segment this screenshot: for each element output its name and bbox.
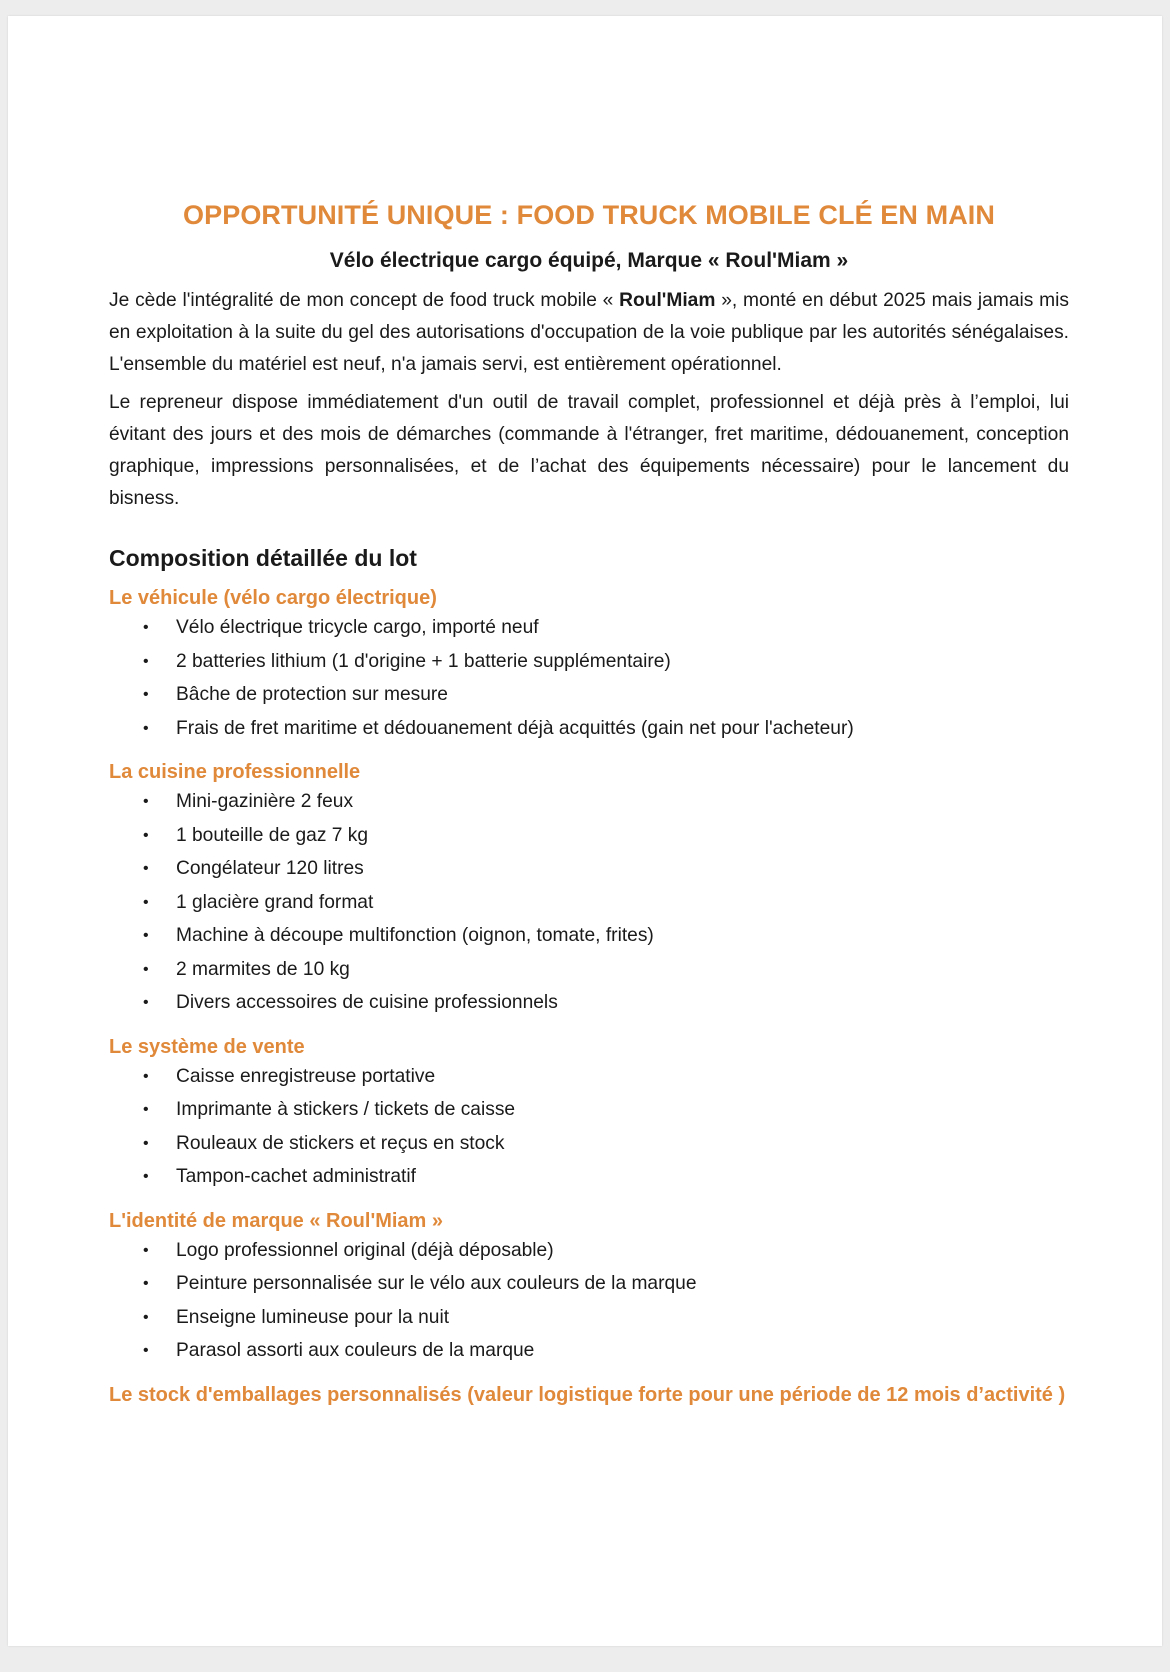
list-item: • Tampon-cachet administratif bbox=[109, 1160, 1069, 1194]
section-list-sales-system bbox=[109, 1060, 1069, 1194]
section-heading-vehicle: Le véhicule (vélo cargo électrique) bbox=[109, 587, 437, 609]
document-title: OPPORTUNITÉ UNIQUE : FOOD TRUCK MOBILE CLÉ EN MAIN bbox=[183, 200, 995, 230]
section-heading-sales-system: Le système de vente bbox=[109, 1035, 305, 1058]
section-heading-kitchen: La cuisine professionnelle bbox=[109, 761, 361, 783]
document-content bbox=[109, 199, 1069, 1408]
intro-paragraph-1 bbox=[109, 285, 1069, 381]
list-item: • Enseigne lumineuse pour la nuit bbox=[109, 1301, 1069, 1335]
list-item: • Mini-gazinière 2 feux bbox=[109, 785, 1069, 819]
document-page bbox=[8, 16, 1162, 1646]
intro-text-after: », monté en début 2025 mais jamais mis en exploitation à la suite du gel des autorisations d'occupation de la voie publique par les autorités sénégalaises. L'ensemble du matériel est neuf, n'a jamais servi, est entièrement opérationnel. bbox=[109, 290, 1069, 375]
list-item: • Peinture personnalisée sur le vélo aux couleurs de la marque bbox=[109, 1267, 1069, 1301]
list-item: • Parasol assorti aux couleurs de la marque bbox=[109, 1334, 1069, 1368]
list-item: • Congélateur 120 litres bbox=[109, 852, 1069, 886]
list-item: • Imprimante à stickers / tickets de caisse bbox=[109, 1093, 1069, 1127]
list-item: • Caisse enregistreuse portative bbox=[109, 1060, 1069, 1094]
section-list-brand-identity bbox=[109, 1234, 1069, 1368]
list-item: • Rouleaux de stickers et reçus en stock bbox=[109, 1127, 1069, 1161]
list-item: • Vélo électrique tricycle cargo, importé neuf bbox=[109, 611, 1069, 645]
intro-text-before: Je cède l'intégralité de mon concept de food truck mobile « bbox=[109, 290, 620, 311]
list-item: • 1 bouteille de gaz 7 kg bbox=[109, 819, 1069, 853]
section-heading-packaging-stock: Le stock d'emballages personnalisés (valeur logistique forte pour une période de 12 mois d’activité ) bbox=[109, 1383, 1066, 1406]
intro-paragraph-2: Le repreneur dispose immédiatement d'un outil de travail complet, professionnel et déjà près à l’emploi, lui évitant des jours et des mois de démarches (commande à l'étranger, fret maritime, dédouanement, conception graphique, impressions personnalisées, et de l’achat des équipements nécessaire) pour le lancement du bisness. bbox=[109, 392, 1069, 509]
document-subtitle: Vélo électrique cargo équipé, Marque « Roul'Miam » bbox=[329, 249, 849, 272]
list-item: • 2 batteries lithium (1 d'origine + 1 batterie supplémentaire) bbox=[109, 645, 1069, 679]
list-item: • Logo professionnel original (déjà déposable) bbox=[109, 1234, 1069, 1268]
section-list-vehicle bbox=[109, 611, 1069, 745]
composition-heading: Composition détaillée du lot bbox=[109, 545, 417, 571]
section-heading-brand-identity: L'identité de marque « Roul'Miam » bbox=[109, 1209, 444, 1232]
brand-name-bold: Roul'Miam bbox=[619, 290, 716, 311]
section-list-kitchen bbox=[109, 785, 1069, 1020]
list-item: • 2 marmites de 10 kg bbox=[109, 953, 1069, 987]
list-item: • Divers accessoires de cuisine professionnels bbox=[109, 986, 1069, 1020]
list-item: • 1 glacière grand format bbox=[109, 886, 1069, 920]
list-item: • Bâche de protection sur mesure bbox=[109, 678, 1069, 712]
list-item: • Machine à découpe multifonction (oignon, tomate, frites) bbox=[109, 919, 1069, 953]
list-item: • Frais de fret maritime et dédouanement déjà acquittés (gain net pour l'acheteur) bbox=[109, 712, 1069, 746]
